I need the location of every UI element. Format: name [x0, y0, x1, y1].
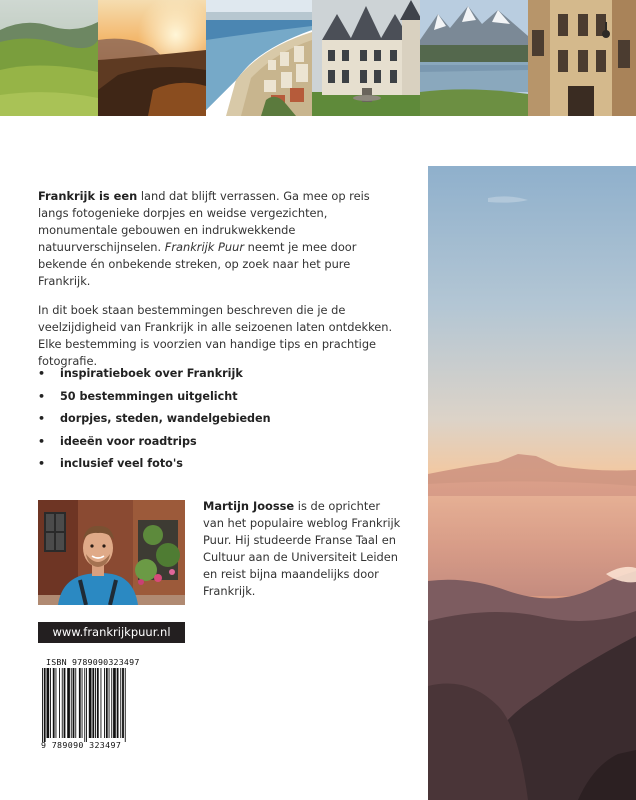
barcode-bar	[75, 668, 76, 738]
photo-strip	[0, 0, 636, 116]
list-item-label: inspiratieboek over Frankrijk	[60, 367, 243, 380]
photo-meadow-landscape	[0, 0, 98, 116]
bullet-icon: •	[38, 412, 46, 426]
barcode-bar	[67, 668, 70, 738]
barcode-bar	[62, 668, 63, 738]
barcode-bar	[84, 668, 85, 742]
isbn-barcode	[38, 654, 156, 752]
list-item-label: ideeën voor roadtrips	[60, 434, 197, 448]
barcode-bar	[97, 668, 99, 738]
list-item	[38, 389, 398, 412]
isbn-label: ISBN 9789090323497	[46, 657, 140, 667]
author-bio	[203, 498, 403, 600]
barcode-bar	[42, 668, 43, 742]
list-item	[38, 456, 398, 479]
bullet-icon: •	[38, 434, 46, 448]
panorama-photo	[428, 166, 636, 800]
isbn-digits: 9 789090 323497	[41, 740, 122, 750]
barcode-bar	[64, 668, 66, 738]
barcode-bar	[86, 668, 87, 742]
bullet-icon: •	[38, 367, 46, 380]
barcode-bar	[95, 668, 96, 738]
photo-alpine-lake	[420, 0, 528, 116]
barcode-bar	[59, 668, 60, 738]
barcode-bar	[44, 668, 46, 742]
book-title-italic: Frankrijk Puur	[164, 240, 245, 254]
photo-seaside-promenade	[206, 0, 312, 116]
barcode-bar	[53, 668, 55, 738]
barcode-bar	[79, 668, 81, 738]
barcode-bar	[117, 668, 119, 738]
intro-lead-end: neemt je mee door bekende én onbekende streken, op zoek naar het pure Frankrijk.	[38, 240, 357, 288]
barcode-bars	[38, 654, 156, 752]
bullet-icon: •	[38, 457, 46, 471]
list-item	[38, 366, 398, 389]
intro-lead-bold: Frankrijk is een	[38, 189, 138, 203]
author-bio-text: is de oprichter van het populaire weblog Frankrijk Puur. Hij studeerde Franse Taal en Cultuur aan de Universiteit Leiden en reist bijna maandelijks door Frankrijk.	[203, 499, 401, 598]
list-item-label: 50 bestemmingen uitgelicht	[60, 389, 238, 403]
barcode-bar	[47, 668, 50, 738]
barcode-bar	[82, 668, 83, 738]
barcode-bar	[56, 668, 57, 738]
barcode-bar	[89, 668, 92, 738]
author-photo	[38, 500, 185, 605]
description-text	[38, 188, 398, 382]
barcode-bar	[92, 668, 94, 738]
list-item	[38, 411, 398, 434]
barcode-bar	[122, 668, 124, 738]
feature-list	[38, 366, 398, 479]
photo-chateau	[312, 0, 420, 116]
barcode-bar	[113, 668, 116, 738]
author-name: Martijn Joosse	[203, 499, 295, 513]
barcode-bar	[73, 668, 75, 738]
photo-sunset-coast	[98, 0, 206, 116]
list-item-label: dorpjes, steden, wandelgebieden	[60, 412, 271, 426]
barcode-bar	[109, 668, 110, 738]
barcode-bar	[111, 668, 112, 738]
list-item-label: inclusief veel foto's	[60, 457, 183, 471]
barcode-bar	[71, 668, 72, 738]
barcode-bar	[101, 668, 102, 738]
barcode-bar	[50, 668, 51, 738]
bullet-icon: •	[38, 389, 46, 403]
photo-old-town-street	[528, 0, 636, 116]
list-item	[38, 434, 398, 457]
second-paragraph: In dit boek staan bestemmingen beschreven die je de veelzijdigheid van Frankrijk in alle seizoenen laten ontdekken. Elke bestemming is voorzien van handige tips en prachtige fotografie.	[38, 303, 393, 368]
barcode-bar	[125, 668, 126, 742]
barcode-bar	[106, 668, 108, 738]
intro-lead-rest: land dat blijft verrassen. Ga mee op reis langs fotogenieke dorpjes en weidse vergezichten, monumentale gebouwen en indrukwekkende natuurverschijnselen.	[38, 189, 370, 254]
barcode-bar	[120, 668, 121, 738]
intro-paragraph	[38, 188, 398, 290]
website-link[interactable]: www.frankrijkpuur.nl	[38, 622, 185, 643]
barcode-bar	[104, 668, 105, 738]
